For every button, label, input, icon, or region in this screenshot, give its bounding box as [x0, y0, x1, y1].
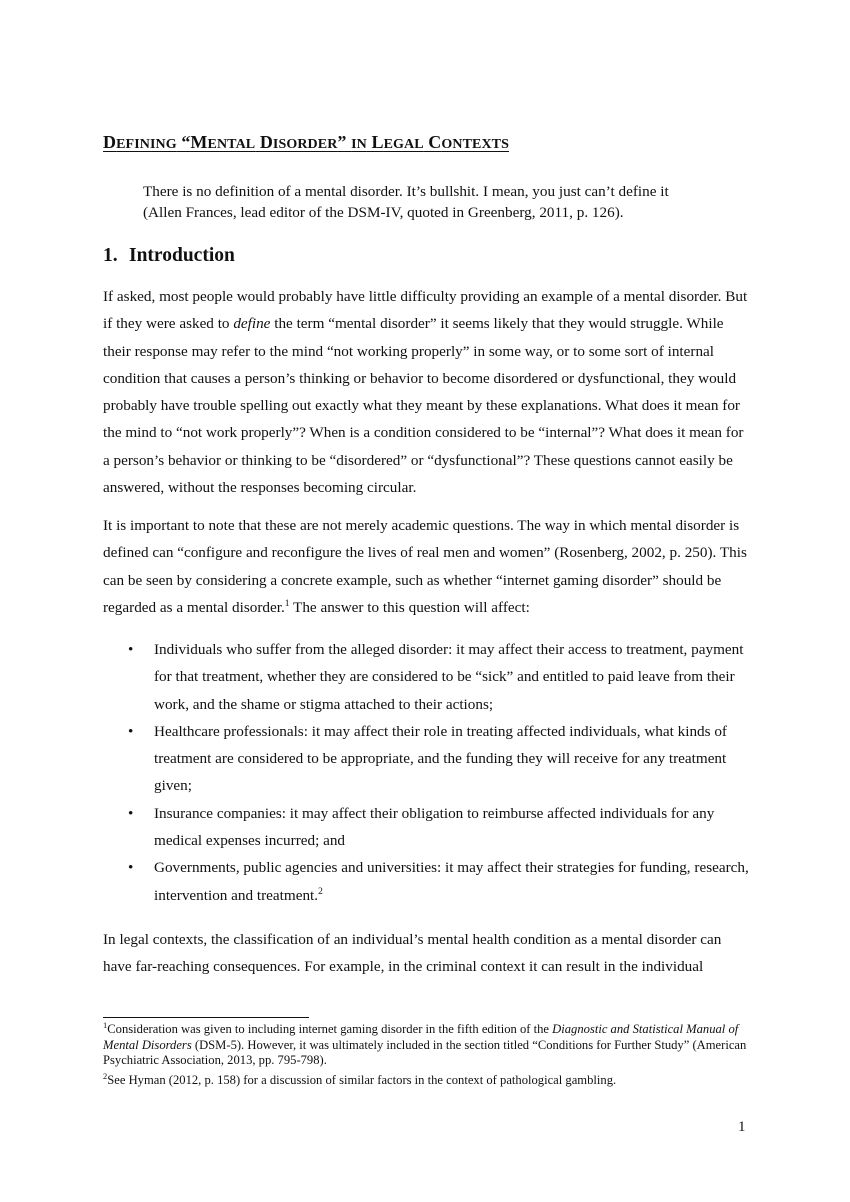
title-part: EGAL [383, 137, 424, 152]
paragraph-text: The answer to this question will affect: [289, 598, 530, 616]
title-part: “M [176, 132, 208, 152]
list-item [103, 854, 753, 909]
title-part: ENTAL [207, 137, 256, 152]
epigraph-line: There is no definition of a mental disorder. It’s bullshit. I mean, you just can’t define it [143, 183, 669, 200]
title-part: ISORDER [272, 137, 338, 152]
list-item [103, 718, 753, 800]
title-part: D [255, 132, 273, 152]
list-item-text: Healthcare professionals: it may affect their role in treating affected individuals, what kinds of treatment are considered to be appropriate, and the funding they will receive for any treatment given; [154, 722, 727, 795]
footnote-divider [103, 1017, 309, 1018]
paragraph-2 [103, 512, 753, 621]
epigraph-line: (Allen Frances, lead editor of the DSM-IV, quoted in Greenberg, 2011, p. 126). [143, 204, 624, 221]
footnote-2 [103, 1070, 753, 1089]
section-number: 1. [103, 245, 118, 266]
epigraph-quote [143, 181, 743, 223]
footnotes [103, 1022, 753, 1092]
list-item-text: Insurance companies: it may affect their obligation to reimburse affected individuals for any medical expenses incurred; and [154, 804, 715, 850]
footnote-number: 1 [103, 1020, 108, 1030]
bullet-icon: • [128, 641, 134, 658]
list-item [103, 800, 753, 855]
footnote-emphasis: Diagnostic and Statistical Manual of Mental Disorders [103, 1022, 739, 1052]
footnote-number: 2 [103, 1070, 108, 1081]
section-heading [103, 245, 235, 267]
list-item-text: Individuals who suffer from the alleged disorder: it may affect their access to treatment, payment for that treatment, whether they are considered to be “sick” and entitled to paid leave from their work, and the shame or stigma attached to their actions; [154, 641, 744, 713]
emphasis-text: define [233, 315, 271, 333]
footnote-ref-1[interactable]: 1 [284, 598, 290, 609]
paragraph-1 [103, 283, 753, 501]
title-part: L [366, 132, 384, 152]
bullet-list [103, 636, 753, 909]
title-part: ” [337, 132, 352, 152]
paragraph-text: If asked, most people would probably have little difficulty providing an example of a mental disorder. But if they were asked to [103, 288, 748, 333]
title-part: IN [351, 137, 367, 152]
bullet-icon: • [128, 804, 134, 822]
footnote-text: Consideration was given to including internet gaming disorder in the fifth edition of the [107, 1022, 553, 1036]
section-title: Introduction [129, 245, 235, 266]
bullet-icon: • [128, 722, 134, 740]
title-part: D [103, 132, 117, 152]
list-item [103, 636, 753, 718]
title-part: ONTEXTS [441, 137, 510, 152]
footnote-text: See Hyman (2012, p. 158) for a discussion of similar factors in the context of pathological gambling. [107, 1072, 617, 1087]
bullet-icon: • [128, 859, 134, 877]
paragraph-3: In legal contexts, the classification of an individual’s mental health condition as a mental disorder can have far-reaching consequences. For example, in the criminal context it can result in the individual [103, 931, 722, 976]
title-part: EFINING [116, 137, 177, 152]
footnote-ref-2[interactable]: 2 [318, 886, 323, 897]
paragraph-text: It is important to note that these are not merely academic questions. The way in which mental disorder is defined can “configure and reconfigure the lives of real men and women” (Rosenberg, 2002, p. 250). This can be seen by considering a concrete example, such as whether “internet gaming disorder” should be regarded as a mental disorder. [103, 517, 747, 616]
list-item-text: Governments, public agencies and universities: it may affect their strategies for funding, research, intervention and treatment. [154, 859, 749, 904]
footnote-text: (DSM-5). However, it was ultimately included in the section titled “Conditions for Further Study” (American Psychiatric Association, 2013, pp. 795-798). [103, 1037, 747, 1067]
page-number: 1 [738, 1119, 746, 1135]
footnote-1 [103, 1022, 753, 1069]
title-part: C [423, 132, 442, 152]
paper-title [103, 132, 509, 153]
paragraph-text: the term “mental disorder” it seems likely that they would struggle. While their response may refer to the mind “not working properly” in some way, or to some sort of internal condition that causes a person’s thinking or behavior to become disordered or dysfunctional, they would probably have trouble spelling out exactly what they meant by these explanations. What does it mean for the mind to “not work properly”? When is a condition considered to be “internal”? What does it mean for a person’s behavior or thinking to be “disordered” or “dysfunctional”? These questions cannot easily be answered, without the responses becoming circular. [103, 315, 744, 497]
